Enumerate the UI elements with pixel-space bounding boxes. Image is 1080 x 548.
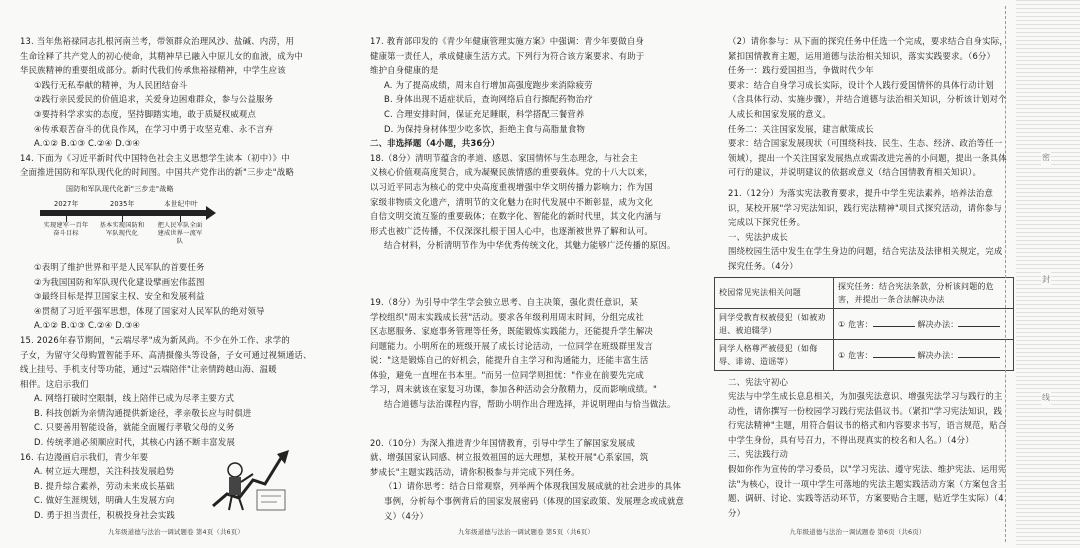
timeline-arrow-icon <box>206 206 216 220</box>
q17-stem: 17. 教育部印发的《青少年健康管理实施方案》中强调：青少年要做自身 <box>370 36 645 46</box>
q19-text: 19.（8分）为引导中学生学会独立思考、自主决策，强化责任意识，某 <box>370 296 639 307</box>
q20-text: 就、增强国家认同感、树立报效祖国的远大理想，某校开展"心系家国，筑 <box>370 452 649 463</box>
page-6 <box>700 0 1015 548</box>
q14-option: ①表明了维护世界和平是人民军队的首要任务 <box>34 261 205 272</box>
q14-stem: 全面推进国防和军队现代化的时间图。中国共产党作出的新"三步走"战略 <box>20 167 294 178</box>
q13-stem: 生命诠释了共产党人的初心使命，其精神早已融入中原儿女的血液，成为中 <box>20 50 303 61</box>
q13-choices: A.①② B.①③ C.②④ D.③④ <box>34 138 141 149</box>
table-cell: 同学受教育权被侵犯（如被劝退、被迫辍学） <box>715 308 834 339</box>
task-body: 要求：结合自身学习成长实际，设计个人践行爱国情怀的具体行动计划（含具体行动、实施步骤），并结合道德与法治相关知识，分析该计划对个人成长和国家发展的意义。 <box>728 79 1007 119</box>
q18-text: 以习近平同志为核心的党中央高度重视增强中华文明传播力影响力；作为国 <box>370 181 653 192</box>
q21-part-heading: 一、宪法护成长 <box>728 231 789 242</box>
timeline-year: 2027年 <box>54 199 79 208</box>
q21-part-desc: 围绕校园生活中发生在学生身边的问题，结合宪法及法律相关规定，完成探究任务。（4分） <box>728 246 1003 271</box>
q18-text: 18.（8分）清明节蕴含的孝道、感恩、家国情怀与生态理念，与社会主 <box>370 152 639 163</box>
q20-subquestion: （2）请你参与：从下面的探究任务中任选一个完成，要求结合自身实际，紧扣国情教育主题，运用道德与法治相关知识，落实实践要求。（6分） <box>728 36 1008 61</box>
blank-line <box>873 348 915 358</box>
timeline-year: 2035年 <box>110 199 135 208</box>
q17-option: B. 身体出现不适症状后，查询网络后自行擦配药物治疗 <box>384 94 593 105</box>
q13-stem: 13. 当年焦裕禄同志扎根河南兰考，带领群众治理风沙、盐碱、内涝，用 <box>20 36 295 46</box>
q16-option: C. 做好生涯规划，明确人生发展方向 <box>34 495 175 506</box>
timeline-label: 把人民军队全面建成世界一流军队 <box>157 221 203 246</box>
timeline-year: 本世纪中叶 <box>164 199 198 208</box>
q14-stem: 14. 下面为《习近平新时代中国特色社会主义思想学生读本（初中）》中 <box>20 152 290 163</box>
timeline-label: 实现建军一百年奋斗目标 <box>43 221 89 238</box>
binding-label: 线 <box>1041 390 1051 405</box>
cartoon-illustration <box>205 440 295 516</box>
q13-option: ③要持科学求实的态度，坚持脚踏实地，敢于质疑权威观点 <box>34 108 257 119</box>
q20-subquestion: （1）请你思考：结合日常观察，列举两个体现我国发展成就的社会进步的具体事例，分析每个事例背后的国家发展密码（体现的国家政策、发展理念或成就意义）（4分） <box>384 481 685 521</box>
q13-option: ④传承艰苦奋斗的优良作风，在学习中勇于攻坚克难、永不言弃 <box>34 123 274 134</box>
answer-space <box>370 412 686 436</box>
q14-option: ③最终目标是捍卫国家主权、安全和发展利益 <box>34 291 205 302</box>
q16-option: D. 勇于担当责任，积极投身社会实践 <box>34 510 175 521</box>
q16-option: B. 提升综合素养，劳动未来成长基础 <box>34 480 175 491</box>
q21-part-desc: 假如你作为宣传的学习委员，以"学习宪法、遵守宪法、维护宪法、运用宪法"为核心，设计一项中学生可落地的宪法主题实践活动方案（方案包含主题、调研、讨论、实践等活动环节，方案要贴合主题，贴近学生实际）（4分） <box>728 464 1007 518</box>
q18-text: 家级非物质文化遗产，清明节的文化魅力在时代发展中不断彰显，成为文化 <box>370 196 653 207</box>
binding-label: 封 <box>1041 272 1051 287</box>
task-heading: 任务一：践行爱国担当，争做时代少年 <box>728 65 874 76</box>
blank-line <box>873 317 915 327</box>
q18-text: 自信文明交流互鉴的重要载体；在数字化、智能化的新时代里，其文化内涵与 <box>370 211 662 222</box>
q14-option: ②为我国国防和军队现代化建设擘画宏伟蓝图 <box>34 276 205 287</box>
q15-stem: 线上挂号、手机支付等功能，通过"云端陪伴"让亲情跨越山海、温暖 <box>20 364 277 375</box>
q18-text: 形式也被广泛传播，不仅深深扎根于国人心中，也逐渐被世界了解和认可。 <box>370 225 653 236</box>
q19-task: 结合道德与法治课程内容，帮助小明作出合理选择，并说明理由与恰当做法。 <box>384 399 676 410</box>
q17-option: C. 合理安排时间，保证充足睡眠，科学搭配三餐营养 <box>384 108 585 119</box>
danger-label: ① 危害： <box>838 319 873 329</box>
table-header: 校园常见宪法相关问题 <box>715 277 834 308</box>
q21-table <box>714 277 1014 371</box>
q18-task: 结合材料，分析清明节作为中华优秀传统文化，其魅力能够广泛传播的原因。 <box>384 240 676 251</box>
q15-option: A. 网络打破时空限制，线上陪伴已成为尽孝主要方式 <box>34 393 235 404</box>
q18-text: 义核心价值观高度契合，成为凝聚民族情感的重要载体。党的十八大以来， <box>370 167 653 178</box>
strategy-timeline <box>32 182 222 258</box>
q21-part-heading: 二、宪法守初心 <box>728 376 789 387</box>
q17-option: A. 为了提高成绩，周末自行增加高强度跑步来消除疲劳 <box>384 79 593 90</box>
q15-option: B. 科技创新为亲情沟通提供新途径，孝亲敬长应与时俱进 <box>34 407 252 418</box>
blank-line <box>958 348 1000 358</box>
timeline-label: 基本实现国防和军队现代化 <box>99 221 145 238</box>
table-header: 探究任务：结合宪法条款，分析该问题的危害，并提出一条合法解决办法 <box>834 277 1014 308</box>
q15-stem: 子女，为留守父母购置智能手环、高清摄像头等设备，子女可通过视频通话、 <box>20 349 312 360</box>
q13-option: ②践行亲民爱民的价值追求，关爱身边困难群众，参与公益服务 <box>34 94 274 105</box>
q19-text: 学习，周末就该在家复习功课，参加各种活动会分散精力，反而影响成绩。" <box>370 384 658 395</box>
q15-stem: 15. 2026年春节期间，"云端尽孝"成为新风尚。不少在外工作、求学的 <box>20 334 290 345</box>
q20-text: 梦成长"主题实践活动，请你积极参与并完成下列任务。 <box>370 466 580 477</box>
q15-option: C. 只要善用智能设备，就能全面履行孝敬父母的义务 <box>34 422 235 433</box>
table-row <box>715 308 1014 339</box>
answer-cell[interactable] <box>834 339 1014 370</box>
q21-part-desc: 宪法与中学生成长息息相关，为加强宪法意识、增强宪法学习与践行的主动性，请你撰写一份校园学习践行宪法倡议书。（紧扣"学习宪法知识，践行宪法精神"主题，用符合倡议书的格式和内容要求书写，语言规范，贴合中学生身份，具有号召力，不得出现真实的校名和人名。）（4分） <box>728 391 1007 445</box>
q20-text: 20.（10分）为深入推进青少年国情教育，引导中学生了解国家发展成 <box>370 437 636 448</box>
solution-label: 解决办法： <box>917 319 959 329</box>
timeline-title: 国防和军队现代化新"三步走"战略 <box>66 184 174 193</box>
section-heading: 二、非选择题（4小题，共36分） <box>370 138 500 149</box>
answer-cell[interactable] <box>834 308 1014 339</box>
page-footer: 九年级道德与法治一调试题卷 第5页（共6页） <box>458 528 594 537</box>
q19-text: 体验，避免一直埋在书本里。"而另一位同学则担忧："作业在前要先完成 <box>370 369 644 380</box>
q14-option: ④贯彻了习近平强军思想，体现了国家对人民军队的绝对领导 <box>34 305 265 316</box>
q19-text: 区志愿服务、家庭事务管理等任务，既能锻炼实践能力，还能提升学生解决 <box>370 326 653 337</box>
binding-margin <box>1016 0 1080 548</box>
q15-stem: 相伴。这启示我们 <box>20 378 89 389</box>
q17-stem: 健康第一责任人，承成健康生活方式。下列行为符合该方案要求、有助于 <box>370 50 645 61</box>
page-5 <box>356 0 696 548</box>
page-footer: 九年级道德与法治一调试题卷 第6页（共6页） <box>789 528 926 537</box>
solution-label: 解决办法： <box>917 350 959 360</box>
task-body: 要求：结合国家发展现状（可围绕科技、民生、生态、经济、政治等任一领域），提出一个关注国家发展热点或需改进完善的小问题，提出一条具体可行的建议，并说明建议的依据或意义（结合国情教育相关知识）。 <box>728 138 1007 178</box>
q17-option: D. 为保持身材体型少吃多饮，拒绝主食与高脂量食物 <box>384 123 586 134</box>
page-4 <box>0 0 352 548</box>
q15-option: D. 传统孝道必须顺应时代，其核心内涵不断丰富发展 <box>34 437 236 448</box>
task-heading: 任务二：关注国家发展，建言献策成长 <box>728 123 874 134</box>
danger-label: ① 危害： <box>838 350 873 360</box>
answer-space <box>370 253 686 295</box>
q17-stem: 维护自身健康的是 <box>370 65 439 76</box>
table-row <box>715 339 1014 370</box>
binding-label: 密 <box>1041 150 1051 165</box>
q13-stem: 华民族精神的重要组成部分。新时代我们传承焦裕禄精神，中学生应该 <box>20 65 286 76</box>
q19-text: 说："这是锻炼自己的好机会，能提升自主学习和沟通能力，还能丰富生活 <box>370 355 649 366</box>
page-footer: 九年级道德与法治一调试题卷 第4页（共6页） <box>108 528 244 537</box>
blank-line <box>958 317 1000 327</box>
q19-text: 问题能力。小明所在的班级开展了成长讨论活动，一位同学在班级群里发言 <box>370 340 653 351</box>
fold-line <box>1005 6 1014 542</box>
q16-stem: 16. 右边漫画启示我们，青少年要 <box>20 451 149 462</box>
q21-part-heading: 三、宪法践行动 <box>728 449 789 460</box>
q21-stem: 21.（12分）为落实宪法教育要求，提升中学生宪法素养，培养法治意识，某校开展"学习宪法知识，践行宪法精神"项目式探究活动，请你参与完成以下探究任务。 <box>728 187 1002 228</box>
q19-text: 学校组织"周末实践成长营"活动。要求各年级利用周末时间，分组完成社 <box>370 311 644 322</box>
q14-choices: A.①② B.①③ C.②④ D.③④ <box>34 320 141 331</box>
q16-option: A. 树立远大理想，关注科技发展趋势 <box>34 466 175 477</box>
table-row <box>715 277 1014 308</box>
table-cell: 同学人格尊严被侵犯（如侮辱、诽谤、造谣等） <box>715 339 834 370</box>
q13-option: ①践行无私奉献的精神，为人民团结奋斗 <box>34 79 188 90</box>
